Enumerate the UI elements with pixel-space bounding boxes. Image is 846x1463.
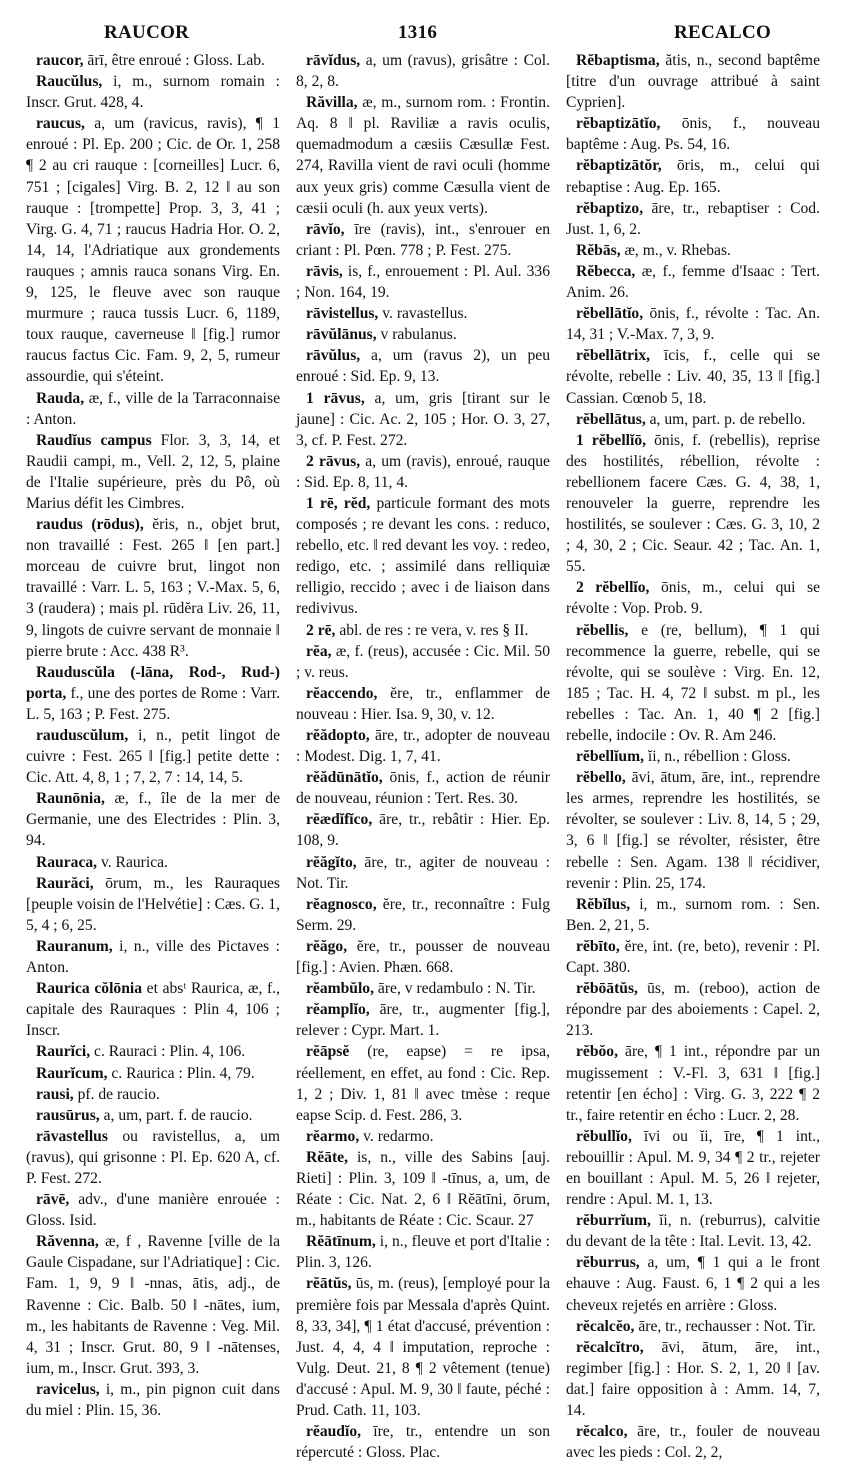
entry-headword: rĕamplĭo, [306, 1001, 370, 1019]
entry-headword: rĕburrus, [576, 1254, 640, 1272]
entry-headword: rĕcalcĭtro, [576, 1338, 644, 1356]
entry-definition: i, m., surnom romain : Inscr. Grut. 428, 4. [26, 73, 280, 112]
entry-headword: 2 rē, [306, 621, 336, 639]
entry-headword: Rauduscŭla (-lāna, Rod-, Rud-) porta, [26, 663, 280, 702]
header-last-word: RECALCO [674, 22, 772, 43]
entry-definition: adv., d'une manière enrouée : Gloss. Isid. [26, 1191, 280, 1230]
running-header [26, 14, 830, 50]
entry-definition: i, m., surnom rom. : Sen. Ben. 2, 21, 5. [566, 895, 820, 934]
dictionary-entry [296, 683, 550, 725]
entry-definition: ĕre, int. (re, beto), revenir : Pl. Capt. 380. [566, 937, 820, 977]
dictionary-entry [566, 50, 820, 113]
dictionary-entry [26, 936, 280, 978]
dictionary-entry [566, 1126, 820, 1210]
entry-headword: rĕbellātrix, [576, 347, 651, 365]
entry-headword: raucor, [36, 52, 84, 69]
entry-definition: ōnis, f., nouveau baptême : Aug. Ps. 54, 16. [566, 115, 820, 154]
entry-headword: rĕcalcĕo, [576, 1317, 635, 1335]
dictionary-entry [566, 746, 820, 767]
entry-headword: rāvĭo, [306, 220, 345, 238]
dictionary-entry [296, 1421, 550, 1463]
entry-headword: raucus, [36, 115, 85, 133]
entry-headword: rĕambŭlo, [306, 980, 375, 998]
entry-definition: āre, tr., rebaptiser : Cod. Just. 1, 6, 2. [566, 199, 820, 238]
dictionary-entry [566, 1041, 820, 1125]
entry-definition: āre, tr., fouler de nouveau avec les pieds : Col. 2, 2, [566, 1423, 820, 1462]
entry-definition: a, um, part. f. de raucio. [99, 1106, 253, 1124]
dictionary-entry [566, 409, 820, 430]
entry-definition: āre, ¶ 1 int., répondre par un mugissement : V.-Fl. 3, 631 ‖ [fig.] retentir [en écho] : Virg. G. 3, 222 ¶ 2 tr., faire retentir en écho : Lucr. 2, 28. [566, 1043, 820, 1124]
entry-definition: pf. de raucio. [73, 1085, 160, 1103]
entry-headword: rĕbaptizātŏr, [576, 157, 662, 175]
entry-headword: rĕarmo, [306, 1127, 360, 1145]
dictionary-entry [296, 767, 550, 809]
dictionary-entry [566, 936, 820, 978]
dictionary-entry [26, 50, 280, 71]
dictionary-entry [566, 1337, 820, 1421]
entry-headword: rāvŭlus, [306, 347, 361, 365]
entry-headword: rĕădopto, [306, 727, 370, 744]
entry-headword: rausūrus, [36, 1106, 100, 1124]
entry-definition: ĕris, n., objet brut, non travaillé : Fest. 265 ‖ [en part.] morceau de cuivre brut, lingot non travaillé : Varr. L. 5, 163 ; V.-Max. 5, 6, 3 (raudera) ; mais pl. rūdĕra Liv. 26, 11, 9, lingots de cuivre servant de monnaie ‖ pierre brute : Acc. 438 R³. [26, 516, 280, 660]
entry-headword: Rĕbĭlus, [576, 895, 631, 913]
dictionary-entry [296, 894, 550, 936]
entry-headword: rĕbellĭum, [576, 748, 644, 766]
entry-definition: āvi, ātum, āre, int., regimber [fig.] : Hor. S. 2, 1, 20 ‖ [av. dat.] faire opposition à : Amm. 14, 7, 14. [566, 1338, 820, 1419]
dictionary-entry [566, 113, 820, 155]
entry-definition: āre, tr., agiter de nouveau : Not. Tir. [296, 853, 550, 892]
entry-headword: Rĕātīnum, [306, 1233, 376, 1251]
dictionary-entry [26, 1084, 280, 1105]
dictionary-entry [296, 50, 550, 92]
entry-definition: īre (ravis), int., s'enrouer en criant : Pl. Pœn. 778 ; P. Fest. 275. [296, 220, 550, 259]
dictionary-entry [296, 219, 550, 261]
entry-headword: 1 rē, rĕd, [306, 494, 371, 512]
header-first-word: RAUCOR [104, 22, 190, 43]
entry-definition: āvi, ātum, āre, int., reprendre les armes, reprendre les hostilités, se révolter, se soulever : Liv. 8, 14, 5 ; 29, 3, 6 ‖ [fig.] se révolter, résister, être rebelle : Sen. Agam. 138 ‖ récidiver, revenir : Plin. 25, 174. [566, 769, 820, 892]
entry-definition: v. ravastellus. [378, 305, 468, 323]
dictionary-entry [566, 1252, 820, 1315]
entry-headword: Rĕbās, [576, 241, 621, 259]
dictionary-entry [566, 303, 820, 345]
entry-definition: æ, m., v. Rhebas. [620, 241, 731, 259]
entry-headword: Rauranum, [36, 937, 113, 955]
entry-headword: Rĕbaptisma, [576, 52, 660, 69]
entry-definition: a, um (ravis), enroué, rauque : Sid. Ep. 8, 11, 4. [296, 452, 550, 491]
entry-headword: rāvē, [36, 1191, 70, 1209]
entry-headword: Rĕbecca, [576, 262, 636, 280]
dictionary-entry [296, 493, 550, 620]
entry-definition: Flor. 3, 3, 14, et Raudii campi, m., Vell. 2, 12, 5, plaine de l'Italie supérieure, près du Pô, où Marius défit les Cimbres. [26, 431, 280, 512]
entry-headword: Raunōnia, [36, 790, 105, 808]
dictionary-entry [26, 514, 280, 662]
dictionary-entry [26, 1041, 280, 1062]
column-2 [296, 50, 550, 1463]
entry-headword: 2 rāvus, [306, 452, 361, 470]
entry-definition: e (re, bellum), ¶ 1 qui recommence la guerre, rebelle, qui se révolte, qui se soulève : Virg. En. 12, 185 ; Tac. H. 4, 72 ‖ subst. m pl., les rebelles : Tac. An. 1, 40 ¶ 2 [fig.] rebelle, indocile : Ov. R. Am 246. [566, 621, 820, 744]
entry-headword: rĕădūnātĭo, [306, 769, 383, 787]
entry-headword: Raurica cŏlōnia [36, 980, 143, 998]
dictionary-entry [566, 620, 820, 747]
entry-definition: c. Raurica : Plin. 4, 79. [107, 1064, 255, 1082]
entry-headword: rĕăgo, [306, 937, 348, 955]
entry-headword: rĕbīto, [576, 937, 620, 955]
dictionary-entry [26, 388, 280, 430]
entry-definition: i, m., pin pignon cuit dans du miel : Plin. 15, 36. [26, 1380, 280, 1419]
entry-headword: rĕcalco, [576, 1423, 628, 1441]
dictionary-entry [26, 1126, 280, 1189]
entry-definition: i, n., petit lingot de cuivre : Fest. 265 ‖ [fig.] petite dette : Cic. Att. 4, 8, 1 ; 7, 2, 7 : 14, 14, 5. [26, 727, 280, 787]
entry-definition: āre, tr., adopter de nouveau : Modest. Dig. 1, 7, 41. [296, 727, 550, 766]
dictionary-entry [26, 978, 280, 1041]
entry-headword: 1 rāvus, [306, 389, 365, 407]
entry-definition: ūs, m. (reus), [employé pour la première fois par Messala d'après Quint. 8, 33, 34], ¶ 1 état d'accusé, prévention : Just. 4, 4, 4 ‖ imputation, reproche : Vulg. Deut. 21, 8 ¶ 2 vêtement (tenue) d'accusé : Apul. M. 9, 30 ‖ faute, péché : Prud. Cath. 11, 103. [296, 1275, 550, 1419]
entry-headword: rĕbŏo, [576, 1043, 619, 1061]
entry-headword: Rauraca, [36, 853, 98, 871]
dictionary-entry [566, 1421, 820, 1463]
dictionary-entry [566, 1316, 820, 1337]
dictionary-entry [26, 113, 280, 387]
entry-definition: (re, eapse) = re ipsa, réellement, en effet, au fond : Cic. Rep. 1, 2 ; Div. 1, 81 ‖ avec tmèse : reque eapse Scip. d. Fest. 286, 3. [296, 1043, 550, 1124]
dictionary-entry [26, 788, 280, 851]
entry-headword: rāvŭlānus, [306, 326, 377, 344]
dictionary-entry [296, 641, 550, 683]
entry-headword: 1 rĕbellĭō, [576, 431, 647, 449]
dictionary-entry [566, 978, 820, 1041]
entry-definition: ōnis, f., action de réunir de nouveau, réunion : Tert. Res. 30. [296, 769, 550, 808]
entry-definition: æ, f., femme d'Isaac : Tert. Anim. 26. [566, 262, 820, 302]
entry-headword: rĕbello, [576, 769, 626, 787]
entry-headword: rausi, [36, 1085, 74, 1103]
dictionary-entry [26, 71, 280, 113]
entry-headword: ravicelus, [36, 1380, 100, 1398]
entry-definition: ou ravistellus, a, um (ravus), qui grisonne : Pl. Ep. 620 A, cf. P. Fest. 272. [26, 1127, 280, 1187]
page-number: 1316 [398, 22, 438, 43]
entry-definition: æ, f., île de la mer de Germanie, une des Electrides : Plin. 3, 94. [26, 790, 280, 850]
dictionary-entry [296, 978, 550, 999]
entry-headword: rĕāpsĕ [306, 1043, 350, 1061]
entry-definition: īvi ou ĭi, īre, ¶ 1 int., rebouillir : Apul. M. 9, 34 ¶ 2 tr., rejeter en bouillant : Apul. M. 5, 26 ‖ rejeter, rendre : Apul. M. 1, 13. [566, 1127, 820, 1209]
dictionary-entry [26, 1231, 280, 1379]
entry-definition: i, n., ville des Pictaves : Anton. [26, 937, 280, 977]
entry-definition: æ, f. (reus), accusée : Cic. Mil. 50 ; v. reus. [296, 642, 550, 681]
entry-definition: c. Rauraci : Plin. 4, 106. [90, 1043, 246, 1061]
entry-headword: rĕbullĭo, [576, 1127, 632, 1145]
dictionary-entry [296, 852, 550, 894]
entry-headword: rĕātŭs, [306, 1275, 352, 1293]
dictionary-entry [296, 620, 550, 641]
entry-headword: rĕbellātĭo, [576, 305, 644, 323]
entry-headword: Raurĭci, [36, 1043, 91, 1061]
entry-definition: a, um (ravus 2), un peu enroué : Sid. Ep. 9, 13. [296, 347, 550, 386]
entry-definition: ĕre, tr., enflammer de nouveau : Hier. Isa. 9, 30, v. 12. [296, 684, 550, 723]
entry-headword: Răvenna, [36, 1233, 99, 1251]
dictionary-entry [296, 451, 550, 493]
entry-definition: ārī, être enroué : Gloss. Lab. [83, 52, 265, 69]
entry-headword: rāvĭdus, [306, 52, 361, 69]
entry-headword: rĕaccendo, [306, 684, 378, 702]
entry-definition: ătis, n., second baptême [titre d'un ouvrage attribué à saint Cyprien]. [566, 52, 820, 112]
entry-headword: rĕăgĭto, [306, 853, 357, 871]
entry-definition: æ, f , Ravenne [ville de la Gaule Cispadane, sur l'Adriatique] : Cic. Fam. 1, 9, 9 ‖ -nnas, ātis, adj., de Ravenne : Cic. Balb. 50 ‖ -nātes, ium, m., les habitants de Ravenne : Veg. Mil. 4, 31 ; Inscr. Grut. 80, 9 ‖ -nātenses, ium, m., Inscr. Grut. 393, 3. [26, 1233, 280, 1377]
dictionary-entry [296, 1273, 550, 1421]
entry-definition: ōrum, m., les Rauraques [peuple voisin de l'Helvétie] : Cæs. G. 1, 5, 4 ; 6, 25. [26, 874, 280, 934]
entry-headword: rāvastellus [36, 1127, 108, 1145]
dictionary-entry [296, 1231, 550, 1273]
entry-definition: particule formant des mots composés ; re devant les cons. : reduco, rebello, etc. ‖ red devant les voy. : redeo, redigo, etc. ; assimilé dans relliquiæ relligio, reccido ; avec i de liaison dans redivivus. [296, 494, 550, 618]
entry-definition: ūs, m. (reboo), action de répondre par des aboiements : Capel. 2, 213. [566, 980, 820, 1040]
entry-definition: f., une des portes de Rome : Varr. L. 5, 163 ; P. Fest. 275. [26, 684, 280, 723]
entry-headword: rĕburrĭum, [576, 1212, 651, 1230]
entry-headword: rĕa, [306, 642, 332, 660]
dictionary-entry [566, 894, 820, 936]
dictionary-entry [26, 873, 280, 936]
entry-definition: is, n., ville des Sabins [auj. Rieti] : Plin. 3, 109 ‖ -tīnus, a, um, de Réate : Cic. Nat. 2, 6 ‖ Rĕātīni, ōrum, m., habitants de Réate : Cic. Scaur. 27 [296, 1148, 550, 1230]
entry-definition: ĭi, n. (reburrus), calvitie du devant de la tête : Ital. Levit. 13, 42. [566, 1212, 820, 1251]
dictionary-entry [26, 1379, 280, 1421]
entry-headword: Rĕāte, [306, 1148, 348, 1166]
entry-definition: a, um, ¶ 1 qui a le front ehauve : Aug. Faust. 6, 1 ¶ 2 qui a les cheveux rejetés en arrière : Gloss. [566, 1254, 820, 1314]
dictionary-entry [296, 1126, 550, 1147]
dictionary-entry [26, 1189, 280, 1231]
dictionary-entry [296, 261, 550, 303]
dictionary-entry [296, 936, 550, 978]
entry-definition: i, n., fleuve et port d'Italie : Plin. 3, 126. [296, 1233, 550, 1272]
entry-definition: āre, tr., rebâtir : Hier. Ep. 108, 9. [296, 811, 550, 850]
entry-definition: a, um, gris [tirant sur le jaune] : Cic. Ac. 2, 105 ; Hor. O. 3, 27, 3, cf. P. Fest. 272. [296, 389, 550, 449]
entry-definition: ōnis, f., révolte : Tac. An. 14, 31 ; V.-Max. 7, 3, 9. [566, 305, 820, 344]
entry-headword: Raudĭus campus [36, 431, 152, 449]
dictionary-entry [566, 345, 820, 408]
entry-headword: rĕaudĭo, [306, 1423, 362, 1441]
entry-headword: 2 rĕbellĭo, [576, 579, 650, 597]
entry-headword: rāvistellus, [306, 305, 379, 323]
entry-headword: Raurăci, [36, 874, 94, 892]
entry-definition: īre, tr., entendre un son répercuté : Gloss. Plac. [296, 1423, 550, 1462]
entry-headword: rāvis, [306, 262, 343, 280]
dictionary-entry [296, 999, 550, 1041]
dictionary-entry [296, 388, 550, 451]
dictionary-entry [566, 198, 820, 240]
dictionary-entry [566, 240, 820, 261]
entry-headword: Rauda, [36, 389, 85, 407]
entry-definition: a, um, part. p. de rebello. [645, 410, 806, 428]
entry-definition: āre, tr., rechausser : Not. Tir. [634, 1317, 816, 1335]
column-1 [26, 50, 280, 1463]
dictionary-entry [296, 725, 550, 767]
entry-definition: v rabulanus. [376, 326, 457, 344]
dictionary-entry [296, 1041, 550, 1125]
entry-definition: et absᵗ Raurica, æ, f., capitale des Rauraques : Plin 4, 106 ; Inscr. [26, 980, 280, 1040]
dictionary-entry [26, 725, 280, 788]
entry-headword: rĕbaptizātĭo, [576, 115, 661, 133]
entry-headword: Raucŭlus, [36, 73, 103, 91]
dictionary-entry [26, 430, 280, 514]
entry-headword: rĕbaptizo, [576, 199, 644, 217]
entry-headword: raudus (rōdus), [36, 516, 144, 534]
entry-definition: īcis, f., celle qui se révolte, rebelle : Liv. 40, 35, 13 ‖ [fig.] Cassian. Cœnob 5, 18. [566, 347, 820, 407]
entry-headword: rauduscŭlum, [36, 727, 129, 744]
entry-headword: rĕædĭfĭco, [306, 811, 373, 829]
dictionary-entry [26, 662, 280, 725]
entry-definition: æ, f., ville de la Tarraconnaise : Anton. [26, 389, 280, 428]
dictionary-entry [566, 577, 820, 619]
dictionary-entry [296, 809, 550, 851]
entry-definition: v. Raurica. [97, 853, 168, 871]
dictionary-entry [566, 155, 820, 197]
entry-definition: ōnis, f. (rebellis), reprise des hostilités, rébellion, révolte : rebellionem facere Cæs. G. 4, 38, 1, renouveler la guerre, reprendre les hostilités, se soulever : Cæs. G. 3, 10, 2 ; 4, 30, 2 ; Cic. Seaur. 42 ; Tac. An. 1, 55. [566, 431, 821, 576]
dictionary-entry [296, 92, 550, 219]
entry-definition: āre, v redambulo : N. Tir. [374, 980, 536, 998]
dictionary-entry [296, 324, 550, 345]
entry-definition: ōris, m., celui qui rebaptise : Aug. Ep. 165. [566, 157, 820, 196]
entry-definition: æ, m., surnom rom. : Frontin. Aq. 8 ‖ pl. Raviliæ a ravis oculis, quemadmodum a cæsiis Cæsullæ Fest. 274, Ravilla vient de ravi oculi (homme aux yeux gris) comme Cæsulla vient de cæsii oculi (h. aux yeux verts). [296, 94, 550, 217]
entry-headword: rĕbellātus, [576, 410, 646, 428]
dictionary-entry [26, 852, 280, 873]
entry-headword: Răvilla, [306, 94, 358, 112]
entry-definition: is, f., enrouement : Pl. Aul. 336 ; Non. 164, 19. [296, 262, 550, 302]
entry-definition: abl. de res : re vera, v. res § II. [335, 621, 529, 639]
entry-definition: ĭi, n., rébellion : Gloss. [644, 748, 791, 766]
entry-headword: rĕagnosco, [306, 895, 377, 913]
entry-headword: Raurĭcum, [36, 1064, 108, 1082]
dictionary-entry [566, 767, 820, 894]
entry-definition: a, um (ravus), grisâtre : Col. 8, 2, 8. [296, 52, 550, 91]
dictionary-entry [296, 303, 550, 324]
column-3 [566, 50, 820, 1463]
dictionary-entry [566, 430, 820, 578]
entry-definition: a, um (ravicus, ravis), ¶ 1 enroué : Pl. Ep. 200 ; Cic. de Or. 1, 258 ¶ 2 au cri rauque : [corneilles] Lucr. 6, 751 ; [cigales] Virg. B. 2, 12 ‖ au son rauque : [trompette] Prop. 3, 3, 41 ; Virg. G. 4, 71 ; raucus Hadria Hor. O. 2, 14, 14, l'Adriatique aux grondements rauques ; amnis rauca sonans Virg. En. 9, 125, le fleuve avec son rauque murmure ; rauca tussis Lucr. 6, 1189, toux rauque, caverneuse ‖ [fig.] rumor raucus factus Cic. Fam. 9, 2, 5, rumeur assourdie, qui s'éteint. [26, 115, 280, 386]
dictionary-entry [26, 1105, 280, 1126]
entry-definition: āre, tr., augmenter [fig.], relever : Cypr. Mart. 1. [296, 1001, 550, 1040]
entry-definition: ĕre, tr., pousser de nouveau [fig.] : Avien. Phæn. 668. [296, 937, 550, 977]
text-columns [26, 50, 830, 1463]
dictionary-entry [296, 1147, 550, 1231]
entry-definition: v. redarmo. [359, 1127, 434, 1145]
dictionary-entry [566, 1210, 820, 1252]
entry-definition: ōnis, m., celui qui se révolte : Vop. Prob. 9. [566, 579, 820, 618]
entry-definition: ĕre, tr., reconnaître : Fulg Serm. 29. [296, 895, 550, 934]
dictionary-entry [296, 345, 550, 387]
dictionary-entry [566, 261, 820, 303]
entry-headword: rĕbellis, [576, 621, 629, 639]
entry-headword: rĕbōātŭs, [576, 980, 638, 998]
dictionary-entry [26, 1063, 280, 1084]
